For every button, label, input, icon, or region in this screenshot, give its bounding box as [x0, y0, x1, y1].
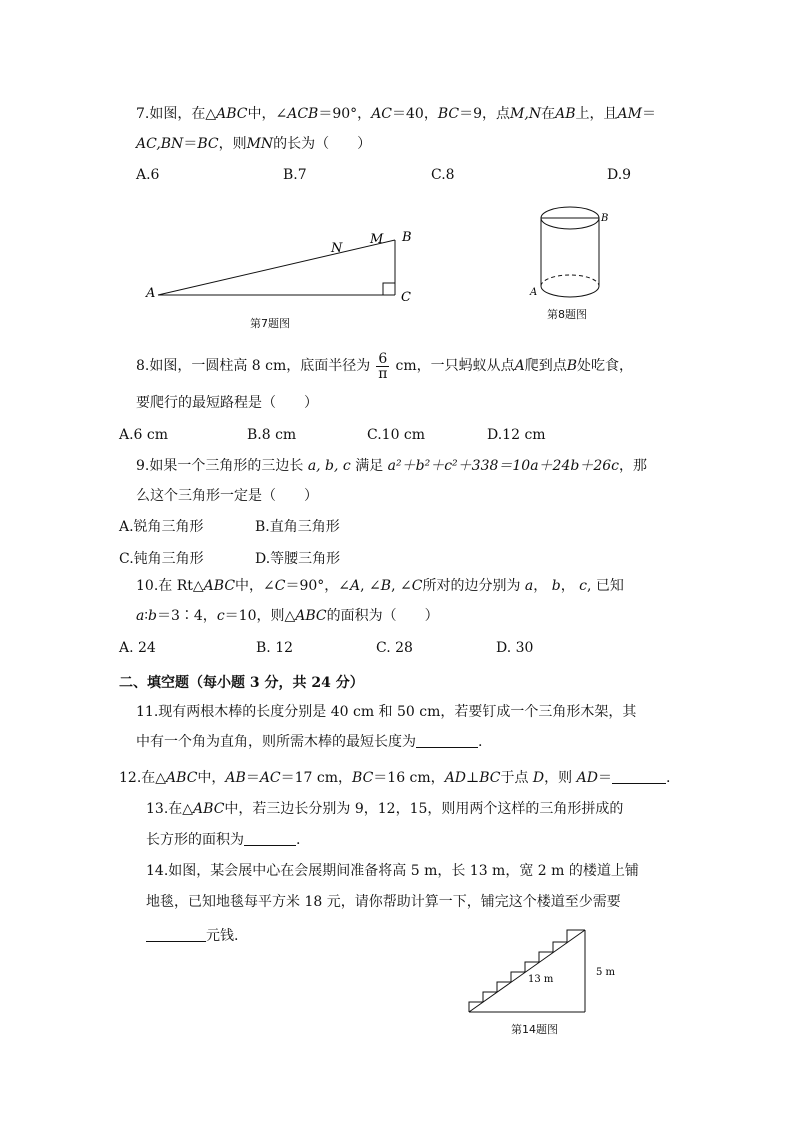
label-b: B	[402, 230, 412, 245]
q8-option-a[interactable]: A.6 cm	[119, 427, 169, 443]
q10-option-d[interactable]: D. 30	[496, 640, 534, 656]
q7-figure-caption: 第7题图	[250, 317, 290, 330]
figure-q8-cylinder	[528, 200, 618, 305]
label-c: C	[401, 290, 411, 305]
q12-line: 12.在△ABC中，AB＝AC＝17 cm，BC＝16 cm，AD⊥BC于点 D，则 AD＝ .	[119, 770, 671, 786]
q11-line1: 11.现有两根木棒的长度分别是 40 cm 和 50 cm，若要钉成一个三角形木架，其	[136, 704, 637, 720]
label-b: B	[601, 213, 609, 224]
q10-option-a[interactable]: A. 24	[119, 640, 156, 656]
section-title-fill-in: 二、填空题（每小题 3 分，共 24 分）	[119, 675, 364, 691]
q7-option-c[interactable]: C.8	[431, 167, 455, 183]
q8-line2: 要爬行的最短路程是（ ）	[136, 395, 318, 411]
q9-option-c[interactable]: C.钝角三角形	[119, 551, 204, 567]
q13-answer-blank[interactable]	[244, 831, 296, 846]
segment-ab	[158, 240, 395, 295]
q8-figure-caption: 第8题图	[547, 308, 587, 321]
q9-option-a[interactable]: A.锐角三角形	[119, 519, 204, 535]
q13-line1: 13.在△ABC中，若三边长分别为 9，12，15，则用两个这样的三角形拼成的	[146, 801, 624, 817]
q11-answer-blank[interactable]	[416, 733, 478, 748]
q9-line1: 9.如果一个三角形的三边长 a, b, c 满足 a²＋b²＋c²＋338＝10a＋24b＋26c，那	[136, 458, 647, 474]
figure-q14-stairs	[465, 925, 625, 1017]
q10-line1: 10.在 Rt△ABC中，∠C＝90°，∠A, ∠B, ∠C所对的边分别为 a， b， c, 已知	[136, 578, 624, 594]
q9-option-b[interactable]: B.直角三角形	[255, 519, 340, 535]
q14-line1: 14.如图，某会展中心在会展期间准备将高 5 m，长 13 m，宽 2 m 的楼道上铺	[146, 863, 639, 879]
q7-line1: 7.如图，在△ABC中，∠ACB＝90°，AC＝40，BC＝9，点M,N在AB上，且AM＝	[136, 106, 656, 122]
label-hypotenuse: 13 m	[528, 974, 554, 985]
cylinder-bottom-front	[541, 286, 599, 297]
label-a: A	[530, 287, 538, 298]
q8-option-b[interactable]: B.8 cm	[247, 427, 297, 443]
q8-option-d[interactable]: D.12 cm	[487, 427, 546, 443]
q7-option-d[interactable]: D.9	[607, 167, 632, 183]
q14-line3: 元钱.	[146, 926, 238, 946]
right-angle-mark	[383, 283, 395, 295]
q13-line2: 长方形的面积为 .	[146, 832, 301, 848]
label-m: M	[370, 232, 384, 247]
q10-option-b[interactable]: B. 12	[256, 640, 294, 656]
q14-figure-caption: 第14题图	[511, 1023, 558, 1036]
q11-line2: 中有一个角为直角，则所需木棒的最短长度为 .	[136, 734, 483, 750]
q8-option-c[interactable]: C.10 cm	[367, 427, 426, 443]
q14-answer-blank[interactable]	[146, 927, 206, 942]
q12-answer-blank[interactable]	[612, 769, 666, 784]
q8-line1: 8.如图，一圆柱高 8 cm，底面半径为 $\frac{6}{\pi}$ cm，一只蚂蚁从点A爬到点B处吃食，	[136, 350, 634, 382]
label-n: N	[331, 241, 343, 256]
fraction-6-over-pi: $\frac{6}{\pi}$	[378, 350, 388, 382]
q7-option-b[interactable]: B.7	[283, 167, 307, 183]
label-height: 5 m	[596, 967, 616, 978]
cylinder-bottom-back	[541, 275, 599, 286]
q10-line2: a∶b＝3∶4，c＝10，则△ABC的面积为（ ）	[136, 608, 439, 624]
label-a: A	[146, 286, 156, 301]
q14-line2: 地毯，已知地毯每平方米 18 元，请你帮助计算一下，铺完这个楼道至少需要	[146, 894, 621, 910]
q9-line2: 么这个三角形一定是（ ）	[136, 488, 318, 504]
stair-slope	[469, 930, 585, 1012]
q10-option-c[interactable]: C. 28	[376, 640, 413, 656]
q7-line2: AC,BN＝BC，则MN的长为（ ）	[136, 136, 372, 152]
figure-q7-triangle	[140, 225, 430, 310]
q9-option-d[interactable]: D.等腰三角形	[255, 551, 341, 567]
q7-option-a[interactable]: A.6	[136, 167, 160, 183]
